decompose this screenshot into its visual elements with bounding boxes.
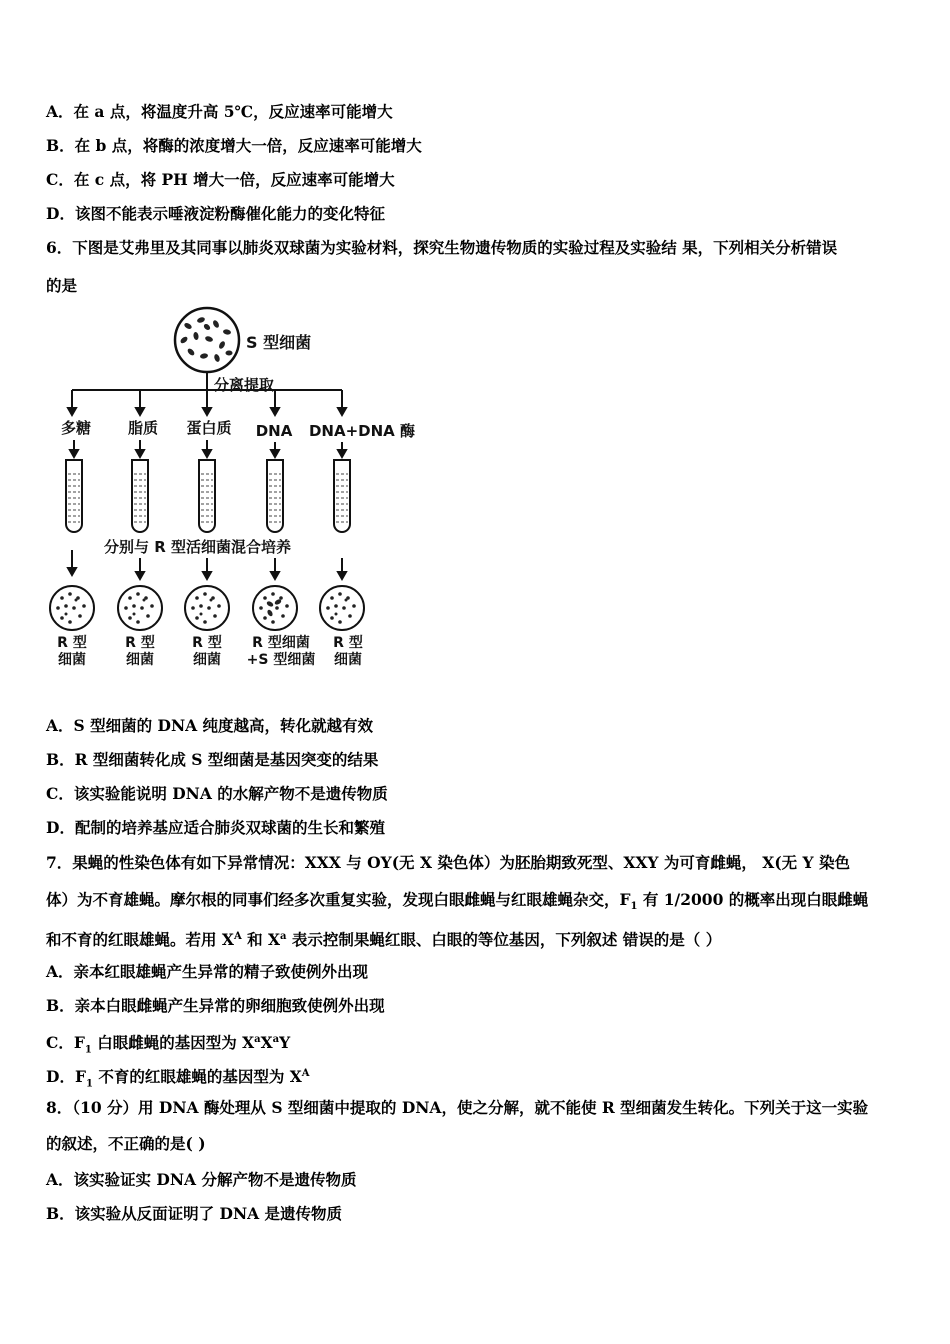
griffith-avery-experiment-figure <box>46 302 426 682</box>
component-label: 脂质 <box>127 419 159 437</box>
result-label: R 型 <box>57 635 87 651</box>
result-label: R 型 <box>333 635 363 651</box>
test-tube <box>267 460 283 532</box>
q7-option-b: B．亲本白眼雌蝇产生异常的卵细胞致使例外出现 <box>46 996 385 1015</box>
q8-stem-line1: 8．（10 分）用 DNA 酶处理从 S 型细菌中提取的 DNA，使之分解，就不能使 R 型细菌发生转化。下列关于这一实验 <box>46 1098 869 1117</box>
result-label: 细菌 <box>126 652 154 668</box>
component-label: DNA+DNA 酶 <box>308 422 416 440</box>
mix-label: 分别与 R 型活细菌混合培养 <box>104 538 291 556</box>
result-label: R 型细菌 <box>252 635 310 651</box>
process-label: 分离提取 <box>214 376 275 394</box>
q7-option-a: A．亲本红眼雄蝇产生异常的精子致使例外出现 <box>46 962 369 981</box>
q8-option-a: A．该实验证实 DNA 分解产物不是遗传物质 <box>46 1170 357 1189</box>
q7-stem-line1: 7．果蝇的性染色体有如下异常情况：XXX 与 OY(无 X 染色体）为胚胎期致死型、XXY 为可育雌蝇， X(无 Y 染色 <box>46 853 851 872</box>
q5-option-d: D．该图不能表示唾液淀粉酶催化能力的变化特征 <box>46 204 385 223</box>
result-label: 细菌 <box>193 652 221 668</box>
component-label: 多糖 <box>60 419 92 437</box>
result-dish <box>118 586 162 630</box>
component-label: 蛋白质 <box>186 419 232 437</box>
q8-stem-line2: 的叙述，不正确的是( ) <box>46 1134 206 1153</box>
s-bacteria-dish <box>175 308 239 372</box>
q7-stem-line2: 体）为不育雄蝇。摩尔根的同事们经多次重复实验，发现白眼雌蝇与红眼雄蝇杂交，$F_1$ 有 1/2000 的概率出现白眼雌蝇 <box>46 890 869 913</box>
result-label: +S 型细菌 <box>246 652 316 668</box>
q6-stem-line1: 6．下图是艾弗里及其同事以肺炎双球菌为实验材料，探究生物遗传物质的实验过程及实验结 果，下列相关分析错误 <box>46 238 838 257</box>
result-dish <box>253 586 297 630</box>
result-dish <box>185 586 229 630</box>
q5-option-c: C．在 c 点，将 PH 增大一倍，反应速率可能增大 <box>46 170 395 189</box>
q7-option-d: D．$F_1$ 不育的红眼雄蝇的基因型为 $X^A$ <box>46 1067 310 1090</box>
result-label: 细菌 <box>58 652 86 668</box>
test-tube <box>199 460 215 532</box>
test-tube <box>66 460 82 532</box>
test-tube <box>334 460 350 532</box>
q6-stem-line2: 的是 <box>46 276 78 295</box>
q5-option-b: B．在 b 点，将酶的浓度增大一倍，反应速率可能增大 <box>46 136 422 155</box>
component-label: DNA <box>255 422 293 440</box>
result-dish <box>50 586 94 630</box>
q6-option-c: C．该实验能说明 DNA 的水解产物不是遗传物质 <box>46 784 388 803</box>
q6-option-b: B．R 型细菌转化成 S 型细菌是基因突变的结果 <box>46 750 379 769</box>
result-dish <box>320 586 364 630</box>
test-tube <box>132 460 148 532</box>
q6-option-a: A．S 型细菌的 DNA 纯度越高，转化就越有效 <box>46 716 374 735</box>
result-label: R 型 <box>125 635 155 651</box>
q6-option-d: D．配制的培养基应适合肺炎双球菌的生长和繁殖 <box>46 818 385 837</box>
q7-stem-line3: 和不育的红眼雄蝇。若用 $X^A$ 和 $X^a$ 表示控制果蝇红眼、白眼的等位基因，下列叙述 错误的是（ ） <box>46 930 722 950</box>
result-label: R 型 <box>192 635 222 651</box>
q7-option-c: C．$F_1$ 白眼雌蝇的基因型为 $X^aX^aY$ <box>46 1033 291 1056</box>
q5-option-a: A．在 a 点，将温度升高 5℃，反应速率可能增大 <box>46 102 393 121</box>
q8-option-b: B．该实验从反面证明了 DNA 是遗传物质 <box>46 1204 343 1223</box>
source-label: S 型细菌 <box>246 333 312 352</box>
result-label: 细菌 <box>334 652 362 668</box>
